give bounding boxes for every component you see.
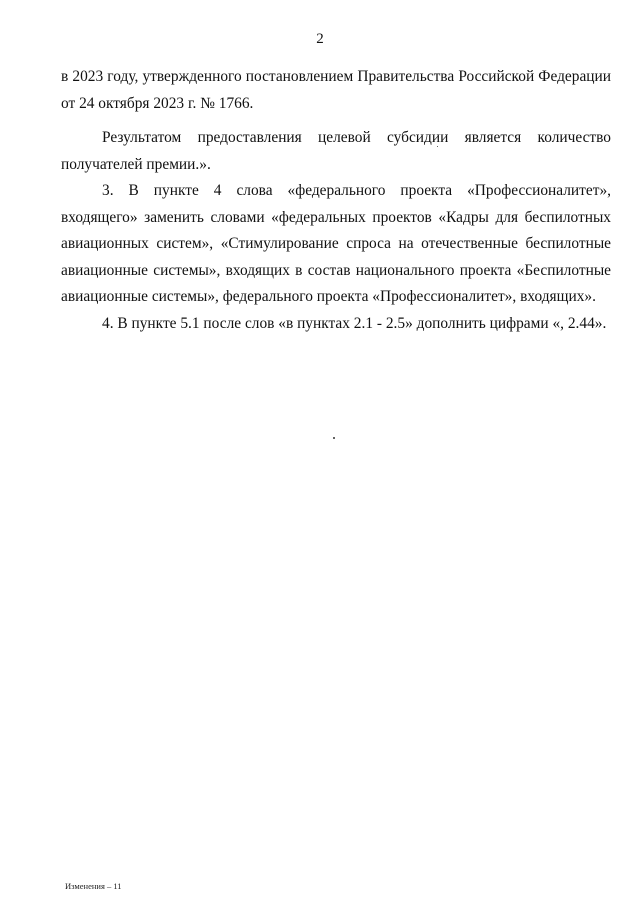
scan-speck — [333, 437, 335, 439]
page-number: 2 — [316, 31, 324, 47]
document-body — [61, 64, 611, 337]
scan-speck — [437, 146, 438, 147]
footer-note: Изменения – 11 — [65, 881, 122, 891]
paragraph-item-3: 3. В пункте 4 слова «федерального проекта «Профессионалитет», входящего» заменить словами «федеральных проектов «Кадры для беспилотных авиационных систем», «Стимулирование спроса на отечественные беспилотные авиационные системы», входящих в состав национального проекта «Беспилотные авиационные системы», федерального проекта «Профессионалитет», входящих». — [61, 182, 611, 305]
paragraph-continuation: в 2023 году, утвержденного постановлением Правительства Российской Федерации от 24 октября 2023 г. № 1766. — [61, 68, 611, 112]
paragraph-item-4: 4. В пункте 5.1 после слов «в пунктах 2.1 - 2.5» дополнить цифрами «, 2.44». — [102, 314, 607, 332]
paragraph-result: Результатом предоставления целевой субсидии является количество получателей премии.». — [61, 129, 611, 173]
